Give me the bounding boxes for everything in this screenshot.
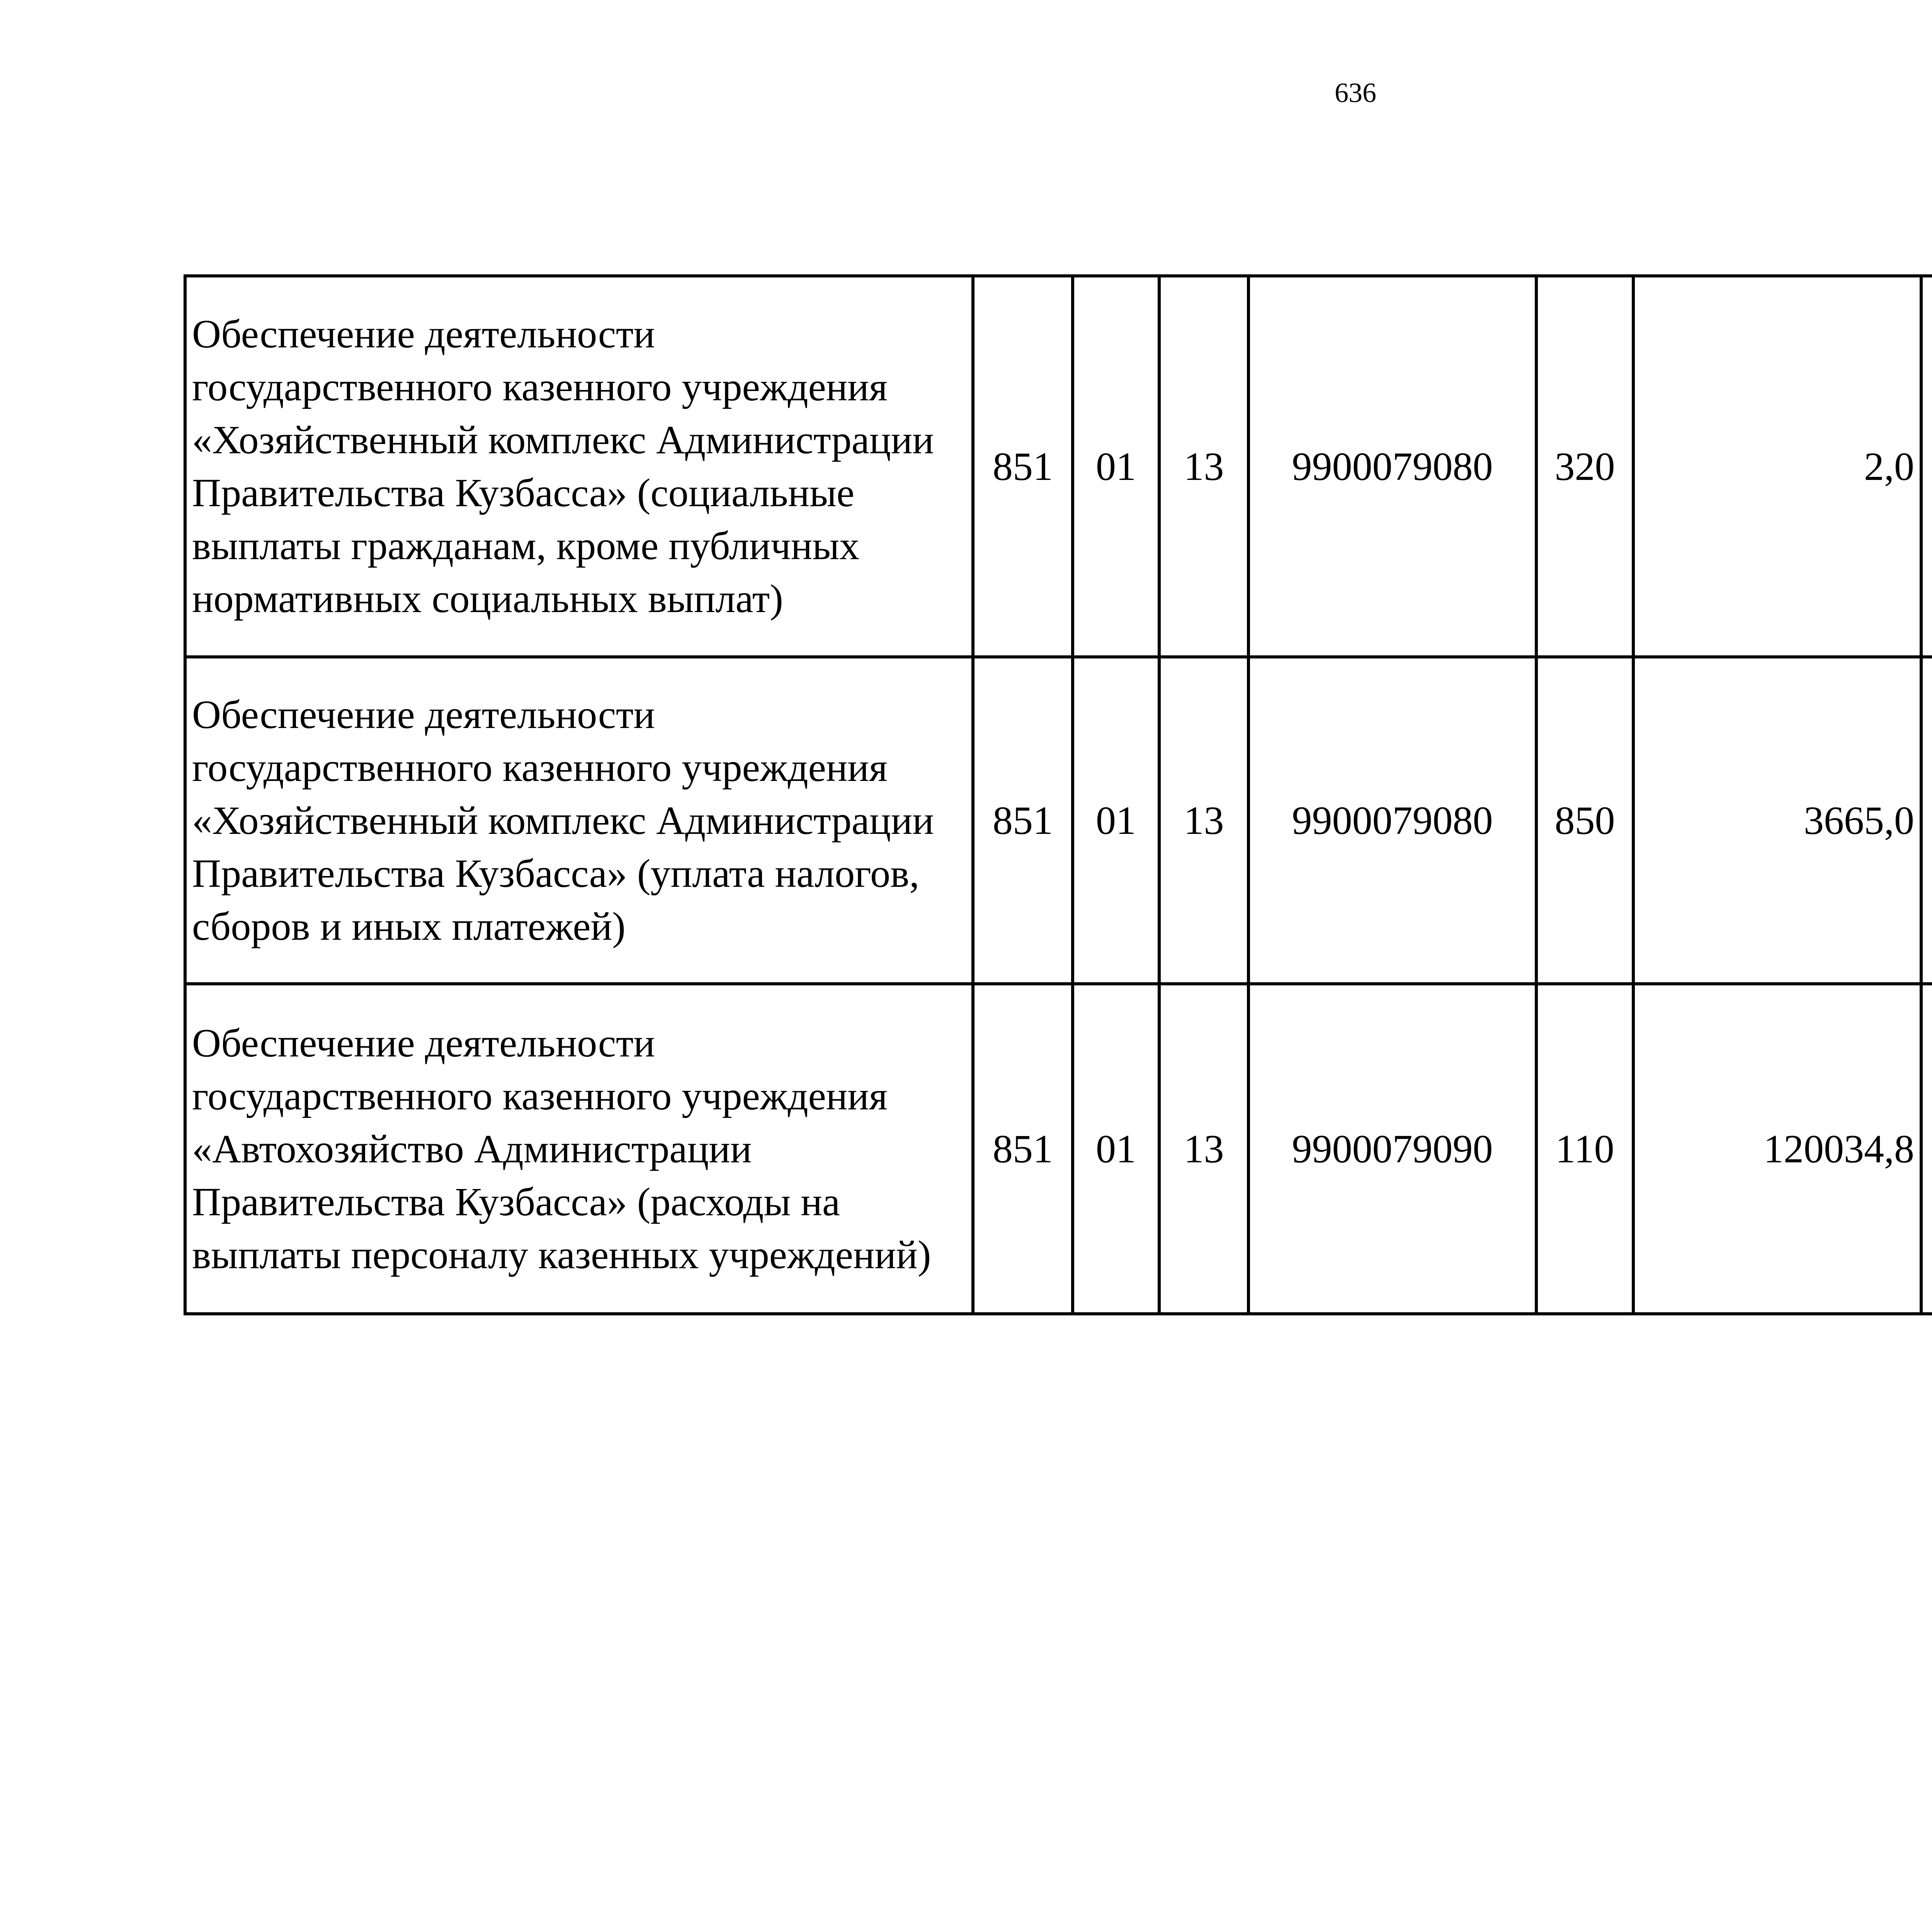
amount-1-cell: 2,0 [1633, 276, 1921, 657]
amount-1-cell: 120034,8 [1633, 984, 1921, 1314]
description-line: Обеспечение деятельности [192, 1021, 655, 1065]
section-code-cell: 01 [1073, 657, 1159, 984]
table-row [185, 984, 1932, 1314]
description-line: выплаты гражданам, кроме публичных [192, 524, 860, 568]
amount-1-cell: 3665,0 [1633, 657, 1921, 984]
amount-2-cell [1921, 657, 1932, 984]
section-code-cell: 01 [1073, 276, 1159, 657]
description-line: государственного казенного учреждения [192, 745, 888, 790]
description-line: Правительства Кузбасса» (уплата налогов, [192, 851, 920, 896]
amount-2-cell [1921, 984, 1932, 1314]
target-article-cell: 9900079090 [1248, 984, 1536, 1314]
subsection-code-cell: 13 [1159, 984, 1248, 1314]
description-line: государственного казенного учреждения [192, 1073, 888, 1118]
description-line: нормативных социальных выплат) [192, 577, 783, 621]
description-line: «Хозяйственный комплекс Администрации [192, 798, 934, 843]
ministry-code-cell: 851 [973, 276, 1073, 657]
description-line: Правительства Кузбасса» (социальные [192, 471, 855, 515]
description-line: «Хозяйственный комплекс Администрации [192, 418, 934, 462]
target-article-cell: 9900079080 [1248, 657, 1536, 984]
ministry-code-cell: 851 [973, 984, 1073, 1314]
page-number: 636 [1335, 77, 1376, 108]
description-line: «Автохозяйство Администрации [192, 1126, 752, 1171]
target-article-cell: 9900079080 [1248, 276, 1536, 657]
description-cell [185, 984, 973, 1314]
amount-2-cell [1921, 276, 1932, 657]
description-line: сборов и иных платежей) [192, 904, 626, 949]
section-code-cell: 01 [1073, 984, 1159, 1314]
description-line: Обеспечение деятельности [192, 312, 655, 356]
expense-type-cell: 110 [1536, 984, 1633, 1314]
description-cell [185, 657, 973, 984]
description-line: Обеспечение деятельности [192, 692, 655, 737]
ministry-code-cell: 851 [973, 657, 1073, 984]
description-line: Правительства Кузбасса» (расходы на [192, 1179, 840, 1224]
description-line: государственного казенного учреждения [192, 365, 888, 409]
expense-type-cell: 850 [1536, 657, 1633, 984]
budget-table [184, 274, 1932, 1315]
subsection-code-cell: 13 [1159, 657, 1248, 984]
table-row [185, 276, 1932, 657]
subsection-code-cell: 13 [1159, 276, 1248, 657]
description-line: выплаты персоналу казенных учреждений) [192, 1232, 931, 1277]
expense-type-cell: 320 [1536, 276, 1633, 657]
description-cell [185, 276, 973, 657]
table-row [185, 657, 1932, 984]
